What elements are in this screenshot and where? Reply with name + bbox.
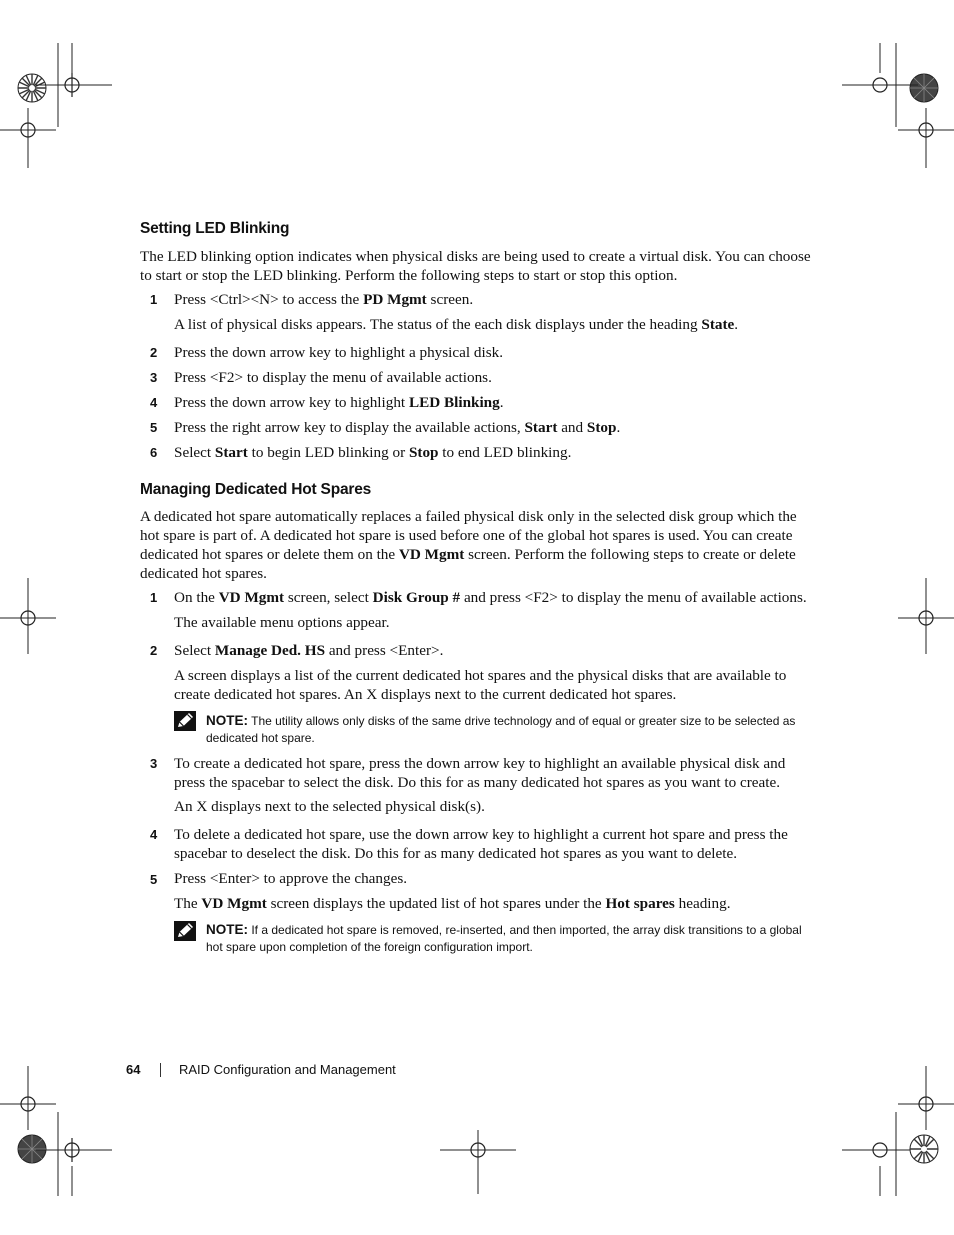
step-number: 6 bbox=[150, 445, 158, 460]
crosshair-registration-icon bbox=[842, 1110, 918, 1196]
step-number: 4 bbox=[150, 827, 158, 842]
crosshair-registration-icon bbox=[36, 1110, 112, 1196]
step-number: 2 bbox=[150, 643, 158, 658]
page-number: 64 bbox=[126, 1062, 141, 1077]
hs-step-3-detail: An X displays next to the selected physical disk(s). bbox=[174, 798, 485, 815]
hs-step-1: On the VD Mgmt screen, select Disk Group # and press <F2> to display the menu of available actions. bbox=[174, 589, 807, 606]
hs-step-5: Press <Enter> to approve the changes. bbox=[174, 870, 408, 887]
hs-step-2: Select Manage Ded. HS and press <Enter>. bbox=[174, 642, 444, 659]
led-step-2: Press the down arrow key to highlight a physical disk. bbox=[174, 344, 504, 361]
crosshair-registration-icon bbox=[898, 108, 954, 168]
hs-step-1-detail: The available menu options appear. bbox=[174, 614, 390, 631]
led-step-1-detail: A list of physical disks appears. The status of the each disk displays under the heading State. bbox=[174, 316, 739, 333]
led-blinking-intro: The LED blinking option indicates when physical disks are being used to create a virtual disk. You can choose to start or stop the LED blinking. Perform the following steps to start or stop this option. bbox=[140, 248, 811, 284]
step-number: 3 bbox=[150, 756, 158, 771]
starburst-registration-icon bbox=[909, 1134, 939, 1164]
step-number: 1 bbox=[150, 590, 158, 605]
led-step-3: Press <F2> to display the menu of available actions. bbox=[174, 369, 492, 386]
led-step-4: Press the down arrow key to highlight LED Blinking. bbox=[174, 394, 504, 411]
led-step-6: Select Start to begin LED blinking or Stop to end LED blinking. bbox=[174, 444, 572, 461]
crosshair-registration-icon bbox=[0, 578, 56, 654]
note-removed-hot-spare: NOTE: If a dedicated hot spare is removed, re-inserted, and then imported, the array disk transitions to a global hot spare upon completion of the foreign configuration import. bbox=[206, 922, 802, 954]
footer-chapter-title: RAID Configuration and Management bbox=[179, 1062, 396, 1077]
step-number: 4 bbox=[150, 395, 158, 410]
pencil-note-icon bbox=[174, 921, 196, 946]
hs-step-2-detail: A screen displays a list of the current dedicated hot spares and the physical disks that are available to create dedicated hot spares. An X displays next to the current dedicated hot spares. bbox=[174, 667, 787, 703]
hot-spares-intro: A dedicated hot spare automatically replaces a failed physical disk only in the selected disk group which the hot spare is part of. A dedicated hot spare is used before one of the global hot spares is used. You can create dedicated hot spares or delete them on the VD Mgmt screen. Perform the following steps to create or delete dedicated hot spares. bbox=[140, 508, 797, 582]
crosshair-registration-icon bbox=[440, 1130, 516, 1194]
crosshair-registration-icon bbox=[898, 578, 954, 654]
hs-step-5-detail: The VD Mgmt screen displays the updated list of hot spares under the Hot spares heading. bbox=[174, 895, 731, 912]
led-step-1: Press <Ctrl><N> to access the PD Mgmt screen. bbox=[174, 291, 474, 308]
crosshair-registration-icon bbox=[0, 108, 56, 168]
pencil-note-icon bbox=[174, 711, 196, 736]
hs-step-3: To create a dedicated hot spare, press the down arrow key to highlight an available physical disk and press the spacebar to select the disk. Do this for as many dedicated hot spares as you want to create. bbox=[174, 755, 786, 791]
led-step-5: Press the right arrow key to display the available actions, Start and Stop. bbox=[174, 419, 621, 436]
section-heading-led-blinking: Setting LED Blinking bbox=[140, 220, 290, 237]
step-number: 5 bbox=[150, 872, 158, 887]
section-heading-dedicated-hot-spares: Managing Dedicated Hot Spares bbox=[140, 481, 372, 498]
note-dedicated-hot-spare: NOTE: The utility allows only disks of the same drive technology and of equal or greater size to be selected as dedicated hot spare. bbox=[206, 713, 796, 745]
hs-step-4: To delete a dedicated hot spare, use the down arrow key to highlight a current hot spare and press the spacebar to deselect the disk. Do this for as many dedicated hot spares as you want to delete. bbox=[174, 826, 788, 862]
step-number: 2 bbox=[150, 345, 158, 360]
step-number: 5 bbox=[150, 420, 158, 435]
step-number: 1 bbox=[150, 292, 158, 307]
footer-divider bbox=[160, 1063, 161, 1077]
step-number: 3 bbox=[150, 370, 158, 385]
